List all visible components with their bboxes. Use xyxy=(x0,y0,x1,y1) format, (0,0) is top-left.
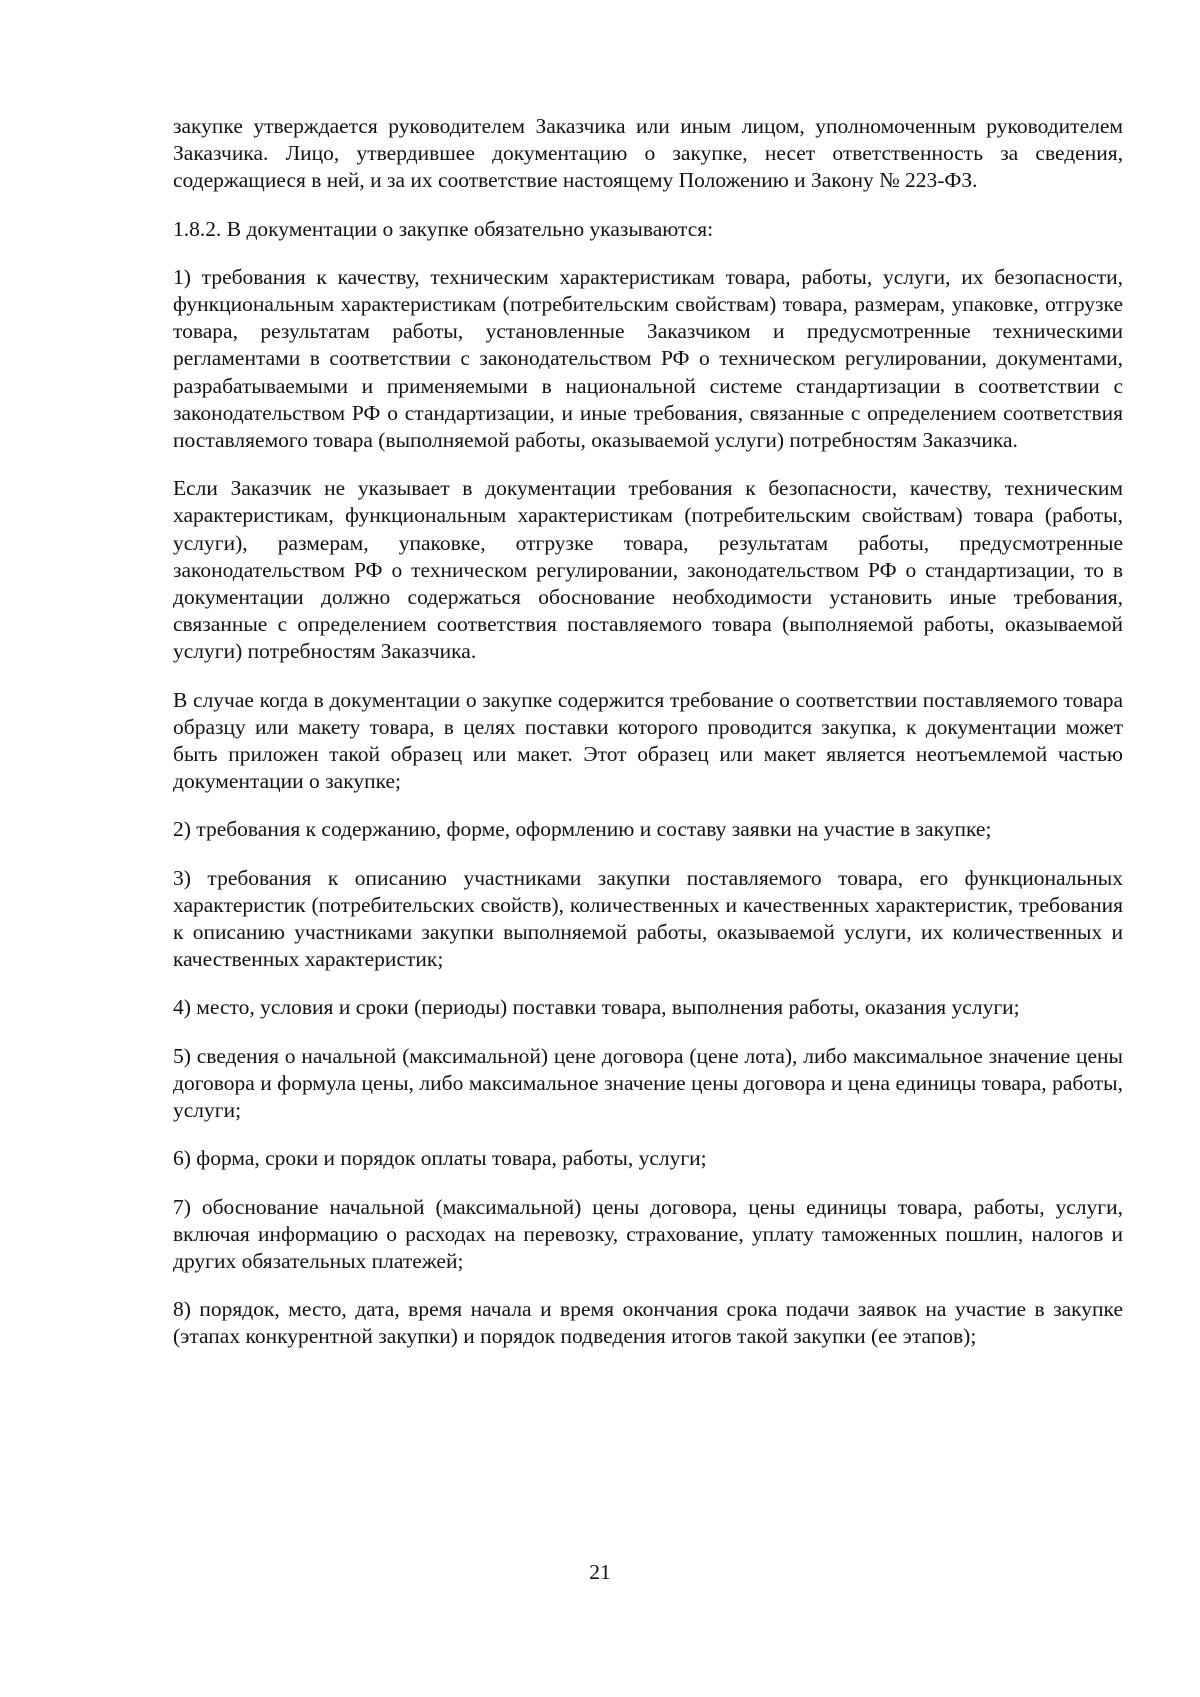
paragraph-item-2: 2) требования к содержанию, форме, оформлению и составу заявки на участие в закупке; xyxy=(173,817,992,842)
paragraph-item-5: 5) сведения о начальной (максимальной) цене договора (цене лота), либо максимальное значение цены договора и формула цены, либо максимальное значение цены договора и цена единицы товара, работы, услуги; xyxy=(173,1043,1123,1123)
paragraph-item-4: 4) место, условия и сроки (периоды) поставки товара, выполнения работы, оказания услуги; xyxy=(173,995,1020,1020)
paragraph-item-3: 3) требования к описанию участниками закупки поставляемого товара, его функциональных характеристик (потребительских свойств), количественных и качественных характеристик, требования к описанию участниками закупки выполняемой работы, оказываемой услуги, их количественных и качественных характеристик; xyxy=(173,865,1123,972)
paragraph-item-6: 6) форма, сроки и порядок оплаты товара, работы, услуги; xyxy=(173,1146,707,1171)
paragraph-item-7: 7) обоснование начальной (максимальной) цены договора, цены единицы товара, работы, услуги, включая информацию о расходах на перевозку, страхование, уплату таможенных пошлин, налогов и других обязательных платежей; xyxy=(173,1194,1123,1273)
page-number: 21 xyxy=(589,1560,611,1584)
paragraph-item-1: 1) требования к качеству, техническим характеристикам товара, работы, услуги, их безопасности, функциональным характеристикам (потребительским свойствам) товара, размерам, упаковке, отгрузке товара, результатам работы, установленные Заказчиком и предусмотренные техническими регламентами в соответствии с законодательством РФ о техническом регулировании, документами, разрабатываемыми и применяемыми в национальной системе стандартизации в соответствии с законодательством РФ о стандартизации, и иные требования, связанные с определением соответствия поставляемого товара (выполняемой работы, оказываемой услуги) потребностям Заказчика. xyxy=(173,264,1123,453)
paragraph-item-1-note: Если Заказчик не указывает в документации требования к безопасности, качеству, техническим характеристикам, функциональным характеристикам (потребительским свойствам) товара (работы, услуги), размерам, упаковке, отгрузке товара, результатам работы, предусмотренные законодательством РФ о техническом регулировании, законодательством РФ о стандартизации, то в документации должно содержаться обоснование необходимости установить иные требования, связанные с определением соответствия поставляемого товара (выполняемой работы, оказываемой услуги) потребностям Заказчика. xyxy=(173,476,1123,664)
paragraph-approval: закупке утверждается руководителем Заказчика или иным лицом, уполномоченным руководителем Заказчика. Лицо, утвердившее документацию о закупке, несет ответственность за сведения, содержащиеся в ней, и за их соответствие настоящему Положению и Закону № 223-ФЗ. xyxy=(173,114,1123,193)
document-page xyxy=(173,113,1123,1372)
paragraph-item-8: 8) порядок, место, дата, время начала и время окончания срока подачи заявок на участие в закупке (этапах конкурентной закупки) и порядок подведения итогов такой закупки (ее этапов); xyxy=(173,1297,1123,1349)
paragraph-section-1-8-2: 1.8.2. В документации о закупке обязательно указываются: xyxy=(173,216,714,241)
paragraph-item-1-sample: В случае когда в документации о закупке содержится требование о соответствии поставляемого товара образцу или макету товара, в целях поставки которого проводится закупка, к документации может быть приложен такой образец или макет. Этот образец или макет является неотъемлемой частью документации о закупке; xyxy=(173,687,1123,794)
